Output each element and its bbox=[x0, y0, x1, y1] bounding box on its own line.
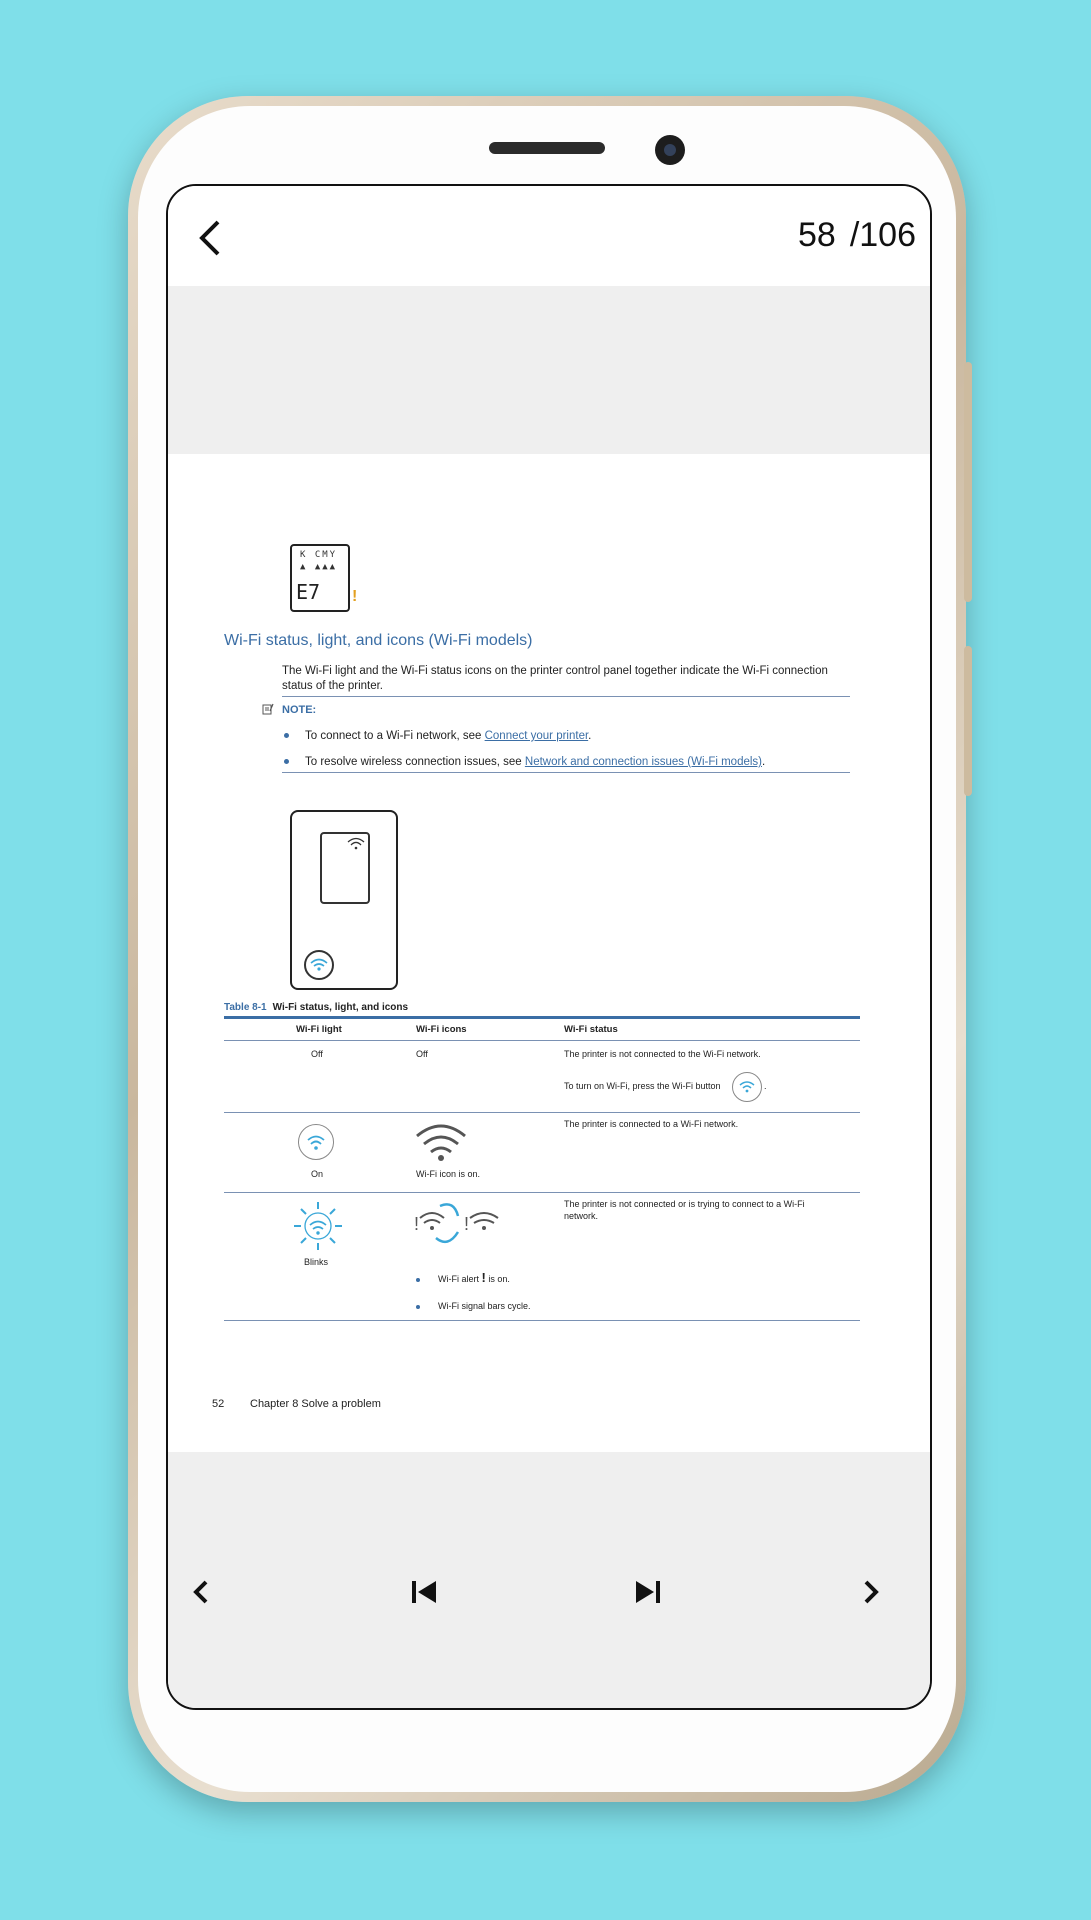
alert-icon: ! bbox=[352, 588, 358, 605]
back-button[interactable] bbox=[194, 216, 230, 260]
note-item bbox=[284, 730, 591, 742]
first-page-button[interactable] bbox=[404, 1572, 444, 1612]
page-counter bbox=[798, 216, 916, 255]
lcd-ink-drops: ▲ ▲▲▲ bbox=[300, 562, 338, 572]
row2-light: On bbox=[311, 1169, 324, 1179]
row1-icons: Off bbox=[416, 1049, 428, 1059]
header-wifi-icons: Wi-Fi icons bbox=[416, 1024, 467, 1035]
table-number: Table 8-1 bbox=[224, 1002, 267, 1013]
row1-status-extra: To turn on Wi-Fi, press the Wi-Fi button bbox=[564, 1081, 721, 1091]
link-connect-printer[interactable]: Connect your printer bbox=[484, 730, 589, 742]
alert-icon: ! bbox=[481, 1270, 486, 1285]
note-item-end: . bbox=[762, 756, 766, 768]
row3-light: Blinks bbox=[304, 1257, 329, 1267]
header-wifi-status: Wi-Fi status bbox=[564, 1024, 618, 1035]
note-top-rule bbox=[282, 696, 850, 697]
table-caption bbox=[224, 1002, 408, 1013]
wifi-light-on bbox=[298, 1124, 334, 1160]
app-screen bbox=[166, 184, 932, 1710]
note-item-text: To connect to a Wi-Fi network, see bbox=[305, 730, 485, 742]
wifi-icon bbox=[306, 952, 332, 978]
previous-page-button[interactable] bbox=[182, 1572, 222, 1612]
wifi-signal-icon bbox=[414, 1122, 468, 1162]
row2-icons: Wi-Fi icon is on. bbox=[416, 1169, 481, 1179]
note-icon bbox=[262, 703, 274, 715]
note-bottom-rule bbox=[282, 772, 850, 773]
row-rule bbox=[224, 1192, 860, 1193]
section-title: Wi-Fi status, light, and icons (Wi-Fi models) bbox=[224, 632, 533, 649]
row1-status: The printer is not connected to the Wi-Fi network. bbox=[564, 1049, 761, 1059]
footer-page-number: 52 bbox=[212, 1398, 225, 1410]
header-wifi-light: Wi-Fi light bbox=[296, 1024, 342, 1035]
volume-button bbox=[964, 362, 972, 602]
next-page-button[interactable] bbox=[850, 1572, 890, 1612]
row3-icons-item bbox=[416, 1300, 531, 1312]
row3-status: The printer is not connected or is trying to connect to a Wi-Fi network. bbox=[564, 1199, 805, 1221]
current-page: 58 bbox=[797, 216, 836, 254]
table-top-rule bbox=[224, 1016, 860, 1019]
skip-first-icon bbox=[404, 1572, 444, 1612]
row3-icons-alert: Wi-Fi alert bbox=[438, 1274, 479, 1284]
page-gap-top bbox=[168, 286, 930, 454]
printer-lcd-illustration bbox=[290, 544, 350, 612]
printer-panel-illustration bbox=[290, 810, 398, 990]
lcd-ink-labels: K CMY bbox=[300, 550, 338, 560]
row-rule bbox=[224, 1112, 860, 1113]
table-bottom-rule bbox=[224, 1320, 860, 1321]
row3-icons-cycle: Wi-Fi signal bars cycle. bbox=[438, 1301, 531, 1311]
pdf-page bbox=[168, 454, 930, 1452]
wifi-blinking-icon bbox=[292, 1200, 344, 1252]
wifi-icon bbox=[733, 1073, 761, 1101]
row3-icons-alert-end: is on. bbox=[488, 1274, 510, 1284]
chevron-right-icon bbox=[850, 1572, 890, 1612]
wifi-cycle-icon bbox=[414, 1198, 504, 1248]
wifi-icon bbox=[299, 1125, 333, 1159]
svg-text:!: ! bbox=[464, 1214, 470, 1234]
link-network-issues[interactable]: Network and connection issues (Wi-Fi models) bbox=[524, 756, 762, 768]
footer-chapter: Chapter 8 Solve a problem bbox=[250, 1398, 381, 1410]
lcd-error-code: E7 bbox=[296, 580, 321, 604]
bullet-dot bbox=[416, 1278, 420, 1282]
chevron-left-icon bbox=[194, 216, 230, 260]
period: . bbox=[764, 1081, 767, 1091]
skip-last-icon bbox=[628, 1572, 668, 1612]
last-page-button[interactable] bbox=[628, 1572, 668, 1612]
header-rule bbox=[224, 1040, 860, 1041]
panel-display bbox=[320, 832, 370, 904]
table-title: Wi-Fi status, light, and icons bbox=[272, 1002, 409, 1013]
row1-light: Off bbox=[311, 1049, 323, 1059]
wifi-icon bbox=[346, 836, 366, 850]
intro-paragraph: The Wi-Fi light and the Wi-Fi status icons on the printer control panel together indicate the Wi-Fi connection status of the printer. bbox=[282, 665, 828, 692]
bullet-dot bbox=[416, 1305, 420, 1309]
wifi-button-inline bbox=[732, 1072, 762, 1102]
note-label: NOTE: bbox=[282, 704, 317, 716]
power-button bbox=[964, 646, 972, 796]
total-pages: /106 bbox=[849, 216, 916, 254]
note-item-text: To resolve wireless connection issues, see bbox=[305, 756, 525, 768]
bottom-navigation bbox=[168, 1558, 930, 1638]
chevron-left-icon bbox=[182, 1572, 222, 1612]
top-bar bbox=[168, 186, 930, 286]
row2-status: The printer is connected to a Wi-Fi network. bbox=[564, 1119, 739, 1129]
bullet-dot bbox=[284, 759, 289, 764]
note-item bbox=[284, 756, 765, 768]
front-camera bbox=[655, 135, 685, 165]
row3-icons-item bbox=[416, 1272, 510, 1285]
earpiece-speaker bbox=[489, 142, 605, 154]
wifi-button-illustration bbox=[304, 950, 334, 980]
note-item-end: . bbox=[588, 730, 592, 742]
svg-text:!: ! bbox=[414, 1214, 420, 1234]
bullet-dot bbox=[284, 733, 289, 738]
